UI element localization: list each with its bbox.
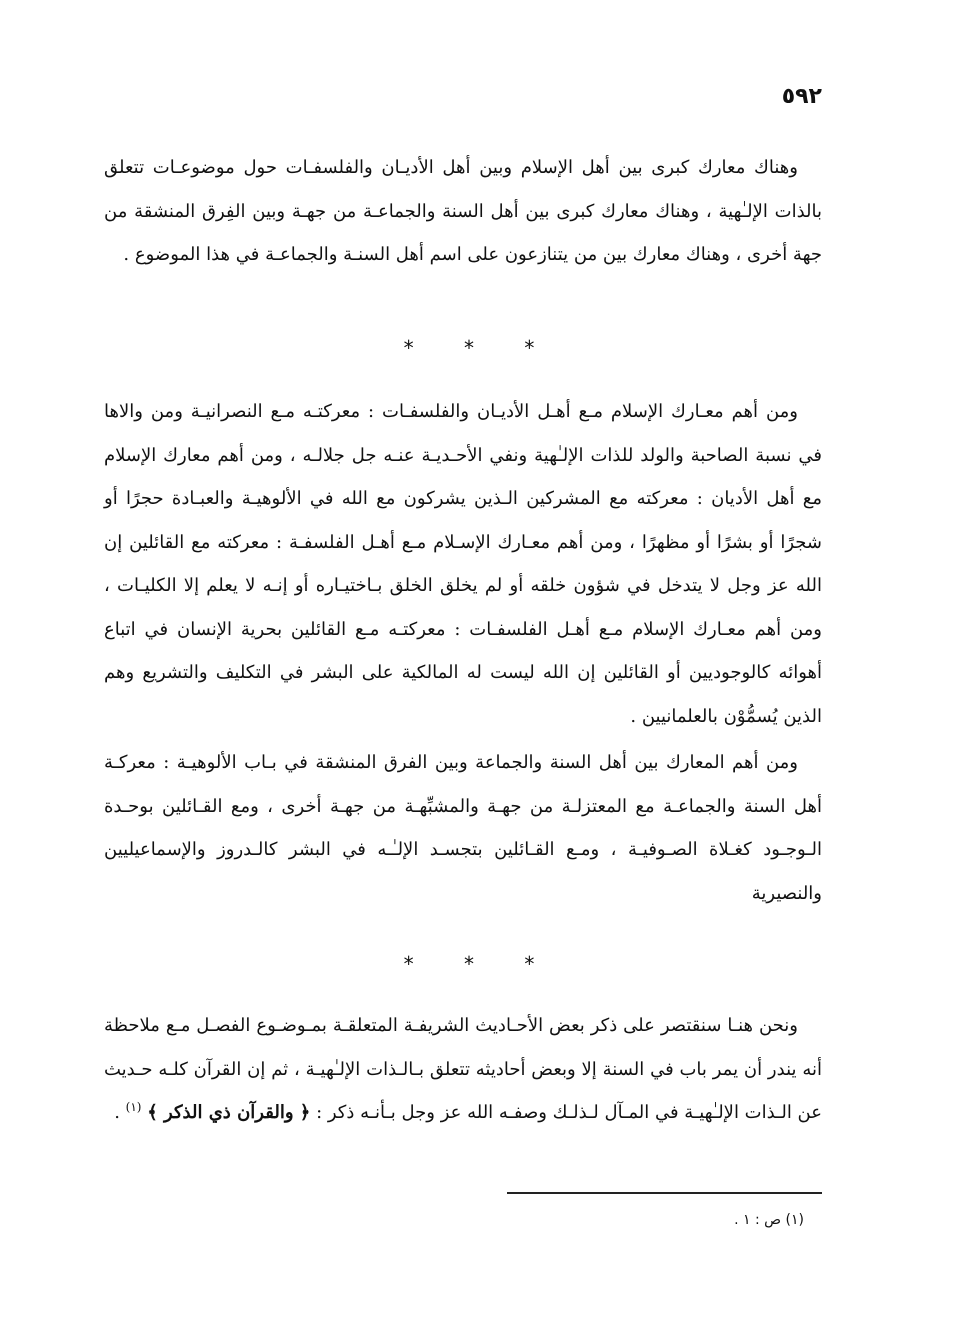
page-number: ٥٩٢ <box>781 84 822 109</box>
paragraph-2 <box>104 390 822 738</box>
footnote-divider <box>507 1192 822 1194</box>
paragraph-text <box>104 1004 822 1135</box>
paragraph-text: ومن أهم المعارك بين أهل السنة والجماعة وبين الفرق المنشقة في بـاب الألوهيـة : معركـة أهل السنة والجماعـة مع المعتزلـة من جهـة والمشبِّهـة من جهـة أخرى ، ومع القـائلين بوحـدة الـوجـود كغـلاة الصـوفيـة ، ومـع القـائلين بتجسـد الإلـٰـه في البشر كالـدروز والإسماعيليين والنصيرية <box>104 752 822 904</box>
paragraph-4 <box>104 1004 822 1135</box>
section-separator: * * * <box>403 952 557 976</box>
paragraph-text: ومن أهم معـارك الإسلام مـع أهـل الأديـان والفلسفـات : معركتـه مـع النصرانيـة ومن والاها في نسبة الصاحبة والولد للذات الإلـٰهية ونفي الأحـديـة عنـه جل جلالـه ، ومن أهم معارك الإسلام مع أهل الأديان : معركته مع المشركين الـذين يشركون مع الله في الألوهيـة والعبـادة حجرًا أو شجرًا أو بشرًا أو مظهرًا ، ومن أهم معـارك الإسـلام مـع أهـل الفلسفـة : معركته مع القائلين إن الله عز وجل لا يتدخل في شؤون خلقه أو لم يخلق الخلق بـاختيـاره أو إنـه لا يعلم إلا الكليـات ، ومن أهم معـارك الإسلام مـع أهـل الفلسفـات : معركتـه مـع القائلين بحرية الإنسان في اتباع أهوائه كالوجوديين أو القائلين إن الله ليست له المالكية على البشر في التكليف والتشريع وهم الذين يُسمُّوْن بالعلمانيين . <box>104 401 823 727</box>
paragraph-text: وهناك معارك كبرى بين أهل الإسلام وبين أهل الأديـان والفلسفـات حول موضوعـات تتعلق بالذات الإلـٰهية ، وهناك معارك كبرى بين أهل السنة والجماعـة من جهـة وبين الفِرق المنشقة من جهة أخرى ، وهناك معارك بين من يتنازعون على اسم أهل السنـة والجماعـة في هذا الموضوع . <box>104 157 822 265</box>
section-separator: * * * <box>403 336 557 360</box>
paragraph-end: . <box>114 1102 126 1123</box>
footnote-1: (١) ص : ١ . <box>734 1212 804 1228</box>
paragraph-3 <box>104 741 822 915</box>
paragraph-1 <box>104 146 822 277</box>
quran-verse: ﴿ والقرآن ذي الذكر ﴾ <box>147 1102 311 1123</box>
footnote-reference[interactable]: (١) <box>125 1100 142 1114</box>
paragraph-body: ونحن هنـا سنقتصر على ذكر بعض الأحـاديث الشريفـة المتعلقـة بمـوضـوع الفصـل مـع ملاحظة أنه يندر أن يمر باب في السنة إلا وبعض أحاديثه تتعلق بـالـذات الإلـٰهيـة ، ثم إن القرآن كلـه حـديث عن الـذات الإلـٰهيـة في المـآل لـذلـك وصفـه الله عز وجل بـأنـه ذكر : <box>104 1015 822 1123</box>
